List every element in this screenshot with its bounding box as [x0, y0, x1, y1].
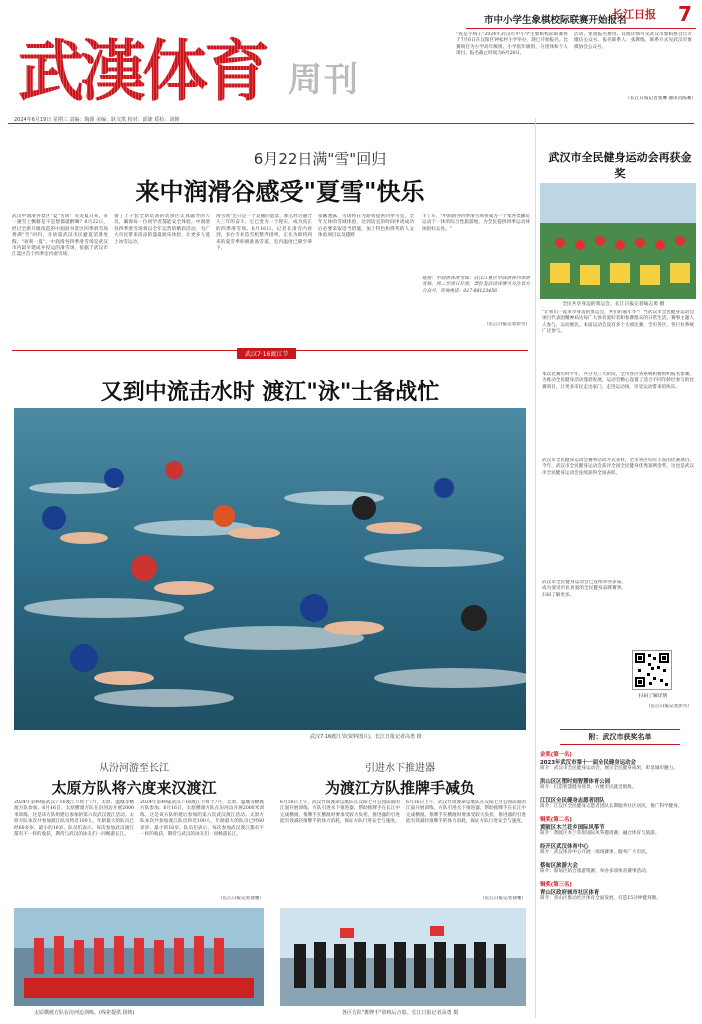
taiyuan-photo-caption: 太原横渡方队在汾河边训练。(线索提供 段铸): [34, 1010, 135, 1016]
top-news-credit: （长江日报记者张琳 通讯员陈赛）: [625, 96, 696, 101]
award-rank: 金奖(第一名): [540, 752, 572, 758]
column-divider: [535, 118, 536, 1018]
article1-col1: 武汉中润滑谷景区"夏"雪回！炎炎夏日来，来一趟雪上飘移是不是想都就醉啊？6月22日，经过全新升级改造的中润滑谷景区四季滑雪场将满"雪"回归，开放超武汉市民避夏消暑度假，"夜爽一夏"。中润滑谷四季滑雪场是武汉市内最早建成并投运的滑雪场，依据于武汉市江夏区首个四季室内滑雪场。: [12, 214, 108, 258]
award-item-title: 洪山区区塑时刻智慧体育公园: [540, 779, 611, 785]
sidebar-body-4: 武汉市全民健身运动会已连续举办多届，成为深受市民喜爱的全民健身品牌赛事。扫码了解更多。: [542, 580, 626, 598]
article3-credit: （长江日报记者徐驰）: [218, 896, 264, 901]
article3-body-cont: 2024年第49届武汉7·16渡江节将于7月，太原、温城等横渡方队参加。6月16日，太原横渡方队在汾河边开展2000米训练，这是该方队组建后参加的第六次武汉渡江活动。太原方队本次共参加渡江队员将近100人，年龄最大的队员已经60多岁，最小的16岁。队员们表示，每次参加武汉渡江都有不一样的收获，期待与武汉的泳友们一同畅游长江。: [140, 800, 264, 838]
award-item-body: 简介：青山区推动社区体育全面发展，打造15分钟健身圈。: [540, 896, 661, 901]
article4-credit: （长江日报记者徐驰）: [480, 896, 526, 901]
award-rank: 铜奖(第二名): [540, 817, 572, 823]
article1-col5: 卡丁车，"中润滑谷四季滑雪场将成为一个集各类潮玩运动于一体的综合性旅游地，为全民提供四季运动休闲的好去处。": [422, 214, 530, 232]
award-item: [540, 842, 696, 856]
page-number: 7: [678, 2, 692, 26]
award-item-title: 蔡甸区旅游大会: [540, 863, 578, 869]
sidebar-body-1: "让我们一起来享身边的奥运会，共们的嘉年华"！当武汉市全民健身运动会项目代表团精神局达每广大体育爱好者和参赛群众的日常生活。赛事主题人人参与，运动惠民。本届运动会设有多个大项比赛，全市各区、各行业系统广泛参与。: [542, 310, 694, 335]
issue-meta: 2024年6月19日 星期三 责编：陶源 美编：耿文凯 校对：邱婕 质检：刘婵: [14, 117, 180, 123]
masthead-logo: [18, 14, 286, 110]
award-item-title: 黄陂区木兰花乡国际风筝节: [540, 825, 605, 831]
award-item-title: 青山区政府城市社区体育: [540, 890, 600, 896]
sports-meet-photo: [540, 183, 696, 299]
article1-credit: （长江日报记者彭雪）: [484, 322, 530, 327]
article1-note: 链接：中润滑谷滑雪场：武汉江夏区中润滑谷四季滑雪场，周二至周日开放，票价及活动详情可关注官方公众号。咨询电话：027-88123456: [422, 276, 530, 294]
award-item-body: 简介：江汉区全民健身志愿者团队长期服务社区居民，推广科学健身。: [540, 804, 683, 809]
award-item-body: 简介：武汉市全民健身运动会，展示全民健身成果，彰显城市魅力。: [540, 766, 678, 771]
award-item: [540, 880, 696, 902]
article1-headline: 来中润滑谷感受"夏雪"快乐: [135, 177, 425, 206]
top-news-title: 市中小学生象棋校际联赛开始报名: [484, 15, 627, 26]
award-item-title: 经开区武汉体育中心: [540, 844, 589, 850]
article4-body: 6月16日上午，武汉竹筒渡命运航队在汉阳七月公园前面的江面开展训练，方队引进水下推进器，帮助推牌手在长江中完成横渡。推牌手在横渡时要承受较大负担，推进器的引进能有效减轻推牌手的体力消耗，保证方队行进安全与速度。: [280, 800, 400, 825]
team-group-photo: [280, 908, 526, 1006]
top-news-body-1: "夜是小棋王"2024年武汉市中小学生象棋校际联赛将于7月6日在汉阳区钟家村小学举办，现已开始报名。比赛项目为小学高年级组、小学低年级组，分团体和个人项目。报名截止时间为6月28日。: [456, 32, 568, 57]
sidebar-body-3: 武汉市全民健身运动会赛事活动方式多样，全市各区均有丰富的比赛项目。今年，武汉市全民健身运动会获评全国全民健身优秀案例金奖，这也是武汉市全民健身运动会连续获得全国表彰。: [542, 458, 694, 476]
article1-subhead: 6月22日满"雪"回归: [253, 150, 387, 168]
article3-kicker: 从汾河游至长江: [99, 763, 169, 774]
article4-kicker: 引进水下推进器: [365, 763, 435, 774]
article1-col3: 滑雪场"还只是一个美丽的愿景，那么经过趣合人三年的奋斗，它已变为一个现实，成为真正的四季滑雪场。6月16日，记者在滑雪内看到，多台专业造雪机整齐排列，正在为即将到来的夏雪季积极准备雪道，室内温度已降至零下。: [216, 214, 312, 252]
award-item-body: 简介：打造智慧健身场景，方便市民就近锻炼。: [540, 785, 637, 790]
awards-list: [540, 750, 696, 1020]
masthead-subtitle: 周刊: [288, 60, 360, 100]
sidebar-credit: （长江日报记者彭雪）: [646, 704, 692, 709]
awards-list-title: 附：武汉市获奖名单: [560, 729, 680, 745]
newspaper-brand: 长江日报: [612, 8, 656, 21]
award-item: [540, 815, 696, 837]
sidebar-body-2: 本次比赛历时半年，共分为三大阶段，全市各区各系统积极组织报名参赛。为推动全民健身活动蓬勃发展，运动会精心设置了适合不同年龄层参与的比赛项目，让更多市民走出家门，走进运动场，享受运动带来的快乐。: [542, 372, 694, 390]
article4-headline: 为渡江方队推牌手减负: [324, 779, 475, 797]
swimmers-photo-caption: 武汉7·16渡江节(资料图片)。长江日报记者高勇 摄: [310, 734, 422, 740]
top-news-body-2: 活动、免收报名费用。其他详情可见武汉市象棋协会官方微信公众号。报名联系人：张教练，联系方式见武汉市象棋协会公众号。: [574, 32, 692, 50]
article3-headline: 太原方队将六度来汉渡江: [51, 779, 217, 797]
team-photo-caption: 各区方队"推牌手"训练后合影。长江日报记者高勇 摄: [342, 1010, 459, 1016]
award-item: [540, 861, 696, 875]
sidebar-headline: 武汉市全民健身运动会再获金奖: [548, 151, 692, 180]
article2-tag: 武汉7·16渡江节: [237, 348, 296, 359]
top-news-rule: [466, 28, 696, 29]
award-item: [540, 777, 696, 791]
qr-code[interactable]: [632, 650, 672, 690]
award-item-title: 2023年武汉市第十一届全民健身运动会: [540, 760, 636, 766]
qr-caption: 扫码了解详情: [638, 694, 668, 699]
award-item: [540, 796, 696, 810]
article4-body-cont: 6月16日上午，武汉竹筒渡命运航队在汉阳七月公园前面的江面开展训练，方队引进水下推进器，帮助推牌手在长江中完成横渡。推牌手在横渡时要承受较大负担，推进器的引进能有效减轻推牌手的体力消耗，保证方队行进安全与速度。: [406, 800, 526, 825]
sports-meet-caption: 全民共享身边的奥运会。长江日报记者喻志勇 摄: [562, 302, 665, 307]
award-rank: 铜奖(第三名): [540, 882, 572, 888]
award-item-body: 简介：武汉体育中心开展一场场赛事，服务广大市民。: [540, 850, 651, 855]
award-item-body: 简介：黄陂区木兰草原国际风筝邀请赛，融合体育与旅游。: [540, 831, 660, 836]
article2-headline: 又到中流击水时 渡江"泳"士备战忙: [100, 379, 440, 405]
taiyuan-team-photo: [14, 908, 264, 1006]
award-item: [540, 750, 696, 772]
article1-col2: 备了上千套全新装备的装备区认真辅导的人员，确保每一位初学者都能安全体验。中润滑谷四季滑雪场将以全年运营的精彩活动，为广大市民带来清凉的盛夏娱乐体验，让更多人爱上冰雪运动。: [114, 214, 210, 245]
article1-col4: 张鹏透露，雪场将在为游客提供四季雪宜，全年无休的雪域体验，达到适宜的时间申请成功后必要采取适当措施，加上特色和得奖的人文体验项目以及越野: [318, 214, 414, 239]
swimmers-photo: [14, 408, 526, 730]
svg-text:武漢体育: 武漢体育: [18, 32, 266, 110]
award-item-body: 简介：蔡甸区结合旅游资源，举办多项体育赛事活动。: [540, 869, 651, 874]
award-item-title: 江汉区全民健身志愿者团队: [540, 798, 605, 804]
article3-body: 2024年第49届武汉7·16渡江节将于7月，太原、温城等横渡方队参加。6月16日，太原横渡方队在汾河边开展2000米训练，这是该方队组建后参加的第六次武汉渡江活动。太原方队本次共参加渡江队员将近100人，年龄最大的队员已经60多岁，最小的16岁。队员们表示，每次参加武汉渡江都有不一样的收获，期待与武汉的泳友们一同畅游长江。: [14, 800, 134, 838]
top-rule: [8, 123, 694, 124]
